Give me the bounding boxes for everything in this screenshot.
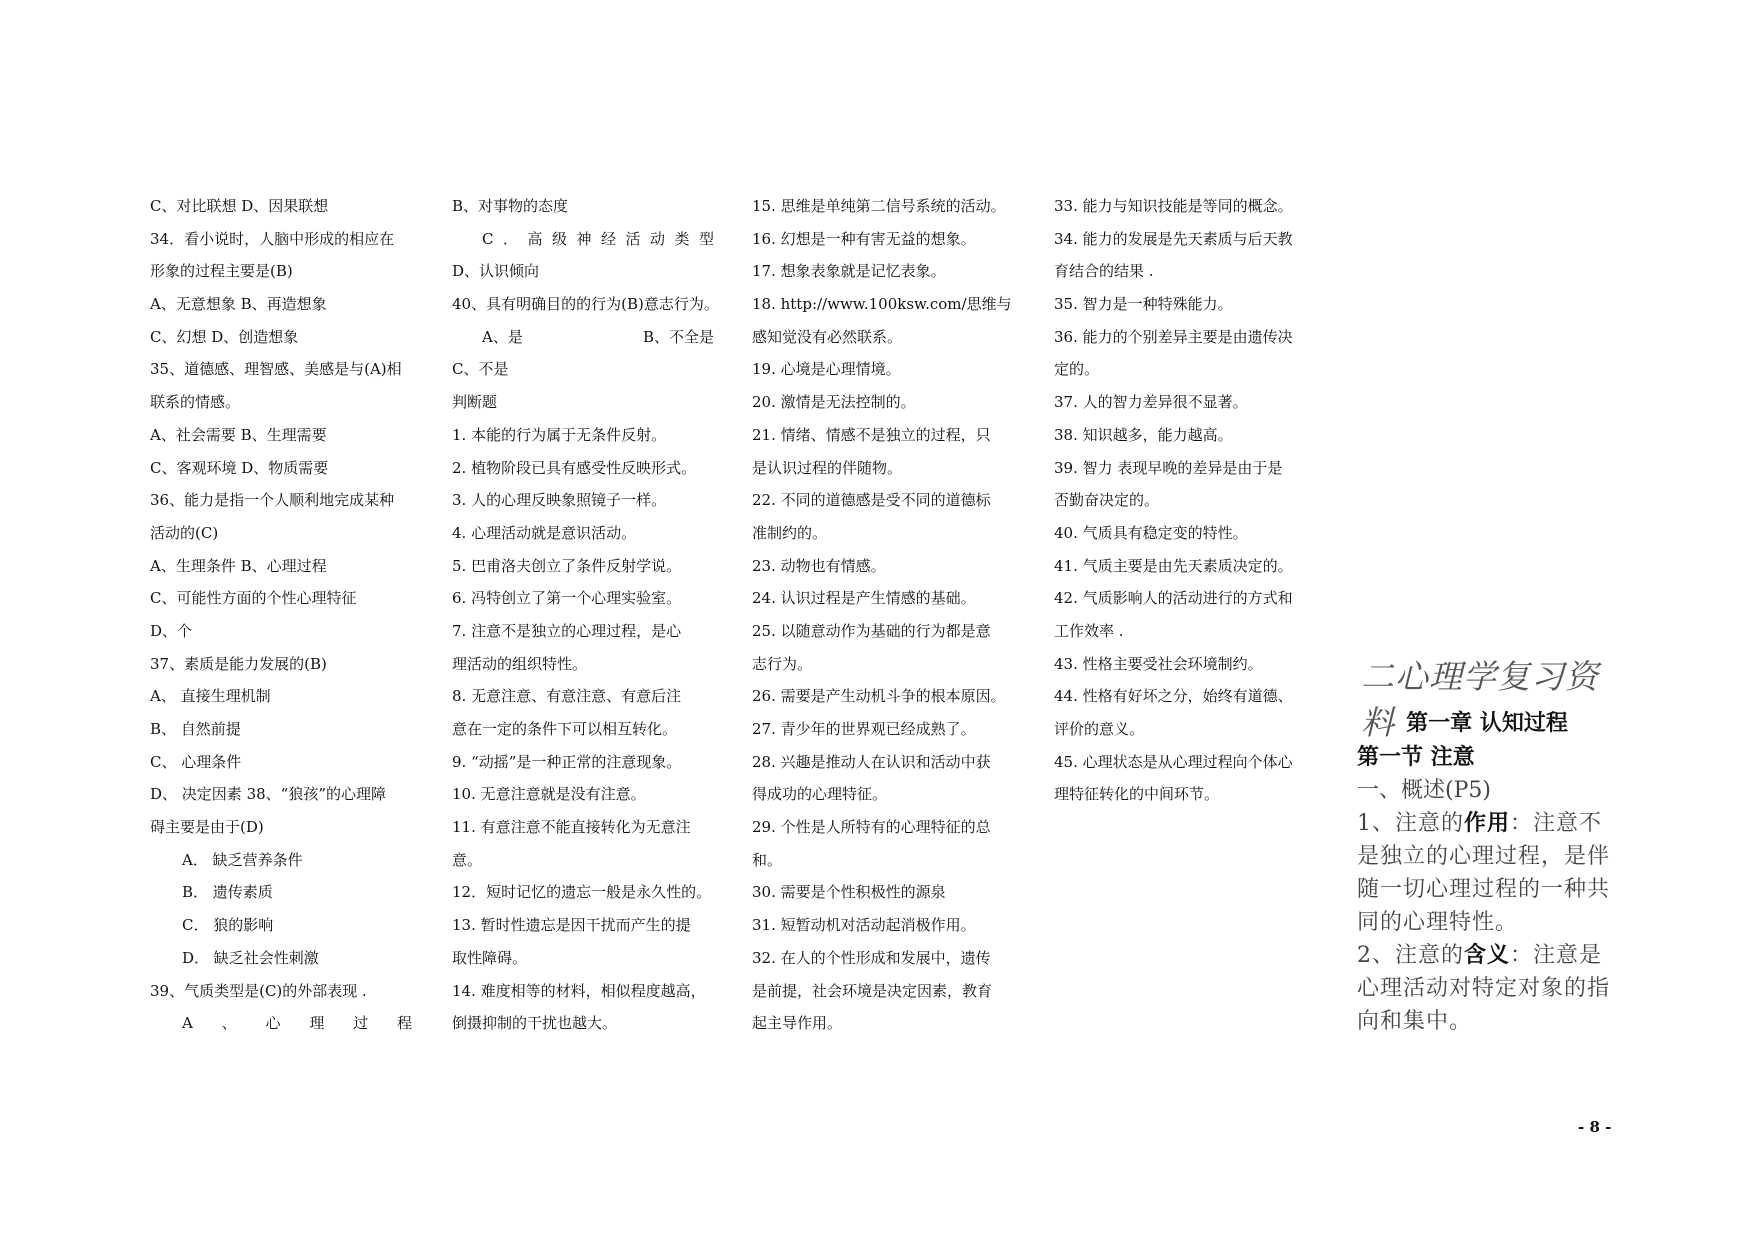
text-line: [452, 321, 714, 354]
column-2: [452, 190, 719, 1040]
justified-word: 级: [551, 229, 567, 248]
justified-word: B、不全是: [642, 327, 714, 346]
para-keyword: 含义: [1464, 942, 1511, 968]
text-line: 否勤奋决定的。: [1054, 491, 1160, 510]
sidebar-notes: [1357, 654, 1617, 1038]
text-line: B． 遗传素质: [182, 883, 273, 902]
text-line: 理特征转化的中间环节。: [1054, 785, 1220, 804]
text-line: 得成功的心理特征。: [752, 785, 888, 804]
text-line: 2. 植物阶段已具有感受性反映形式。: [452, 458, 697, 477]
justified-word: 神: [576, 229, 592, 248]
column-4: [1054, 190, 1316, 811]
text-line: 18. http://www.100ksw.com/思维与: [752, 295, 1012, 314]
text-line: 34. 能力的发展是先天素质与后天教: [1054, 229, 1293, 248]
text-line: 25. 以随意动作为基础的行为都是意: [752, 621, 991, 640]
text-line: 26. 需要是产生动机斗争的根本原因。: [752, 687, 1006, 706]
text-line: C、幻想 D、创造想象: [150, 327, 299, 346]
text-line: 育结合的结果 .: [1054, 262, 1154, 281]
text-line: C、 心理条件: [150, 752, 242, 771]
text-line: 44. 性格有好坏之分，始终有道德、: [1054, 687, 1293, 706]
text-line: 36、能力是指一个人顺利地完成某种: [150, 491, 395, 510]
text-line: A． 缺乏营养条件: [182, 850, 303, 869]
text-line: A、生理条件 B、心理过程: [150, 556, 327, 575]
text-line: A、无意想象 B、再造想象: [150, 295, 327, 314]
text-line: C、对比联想 D、因果联想: [150, 197, 329, 215]
column-3: [752, 190, 1014, 1040]
justified-word: 类: [674, 229, 690, 248]
text-line: C、不是: [452, 360, 509, 379]
justified-word: 过: [353, 1014, 369, 1033]
text-line: B、 自然前提: [150, 720, 241, 738]
text-line: 联系的情感。: [150, 393, 241, 412]
text-line: C、客观环境 D、物质需要: [150, 458, 329, 477]
justified-word: 心: [265, 1014, 281, 1033]
text-line: D、个: [150, 621, 193, 640]
text-line: 10. 无意注意就是没有注意。: [452, 785, 646, 804]
para-prefix: 2、注意的: [1357, 943, 1464, 968]
text-line: 取性障碍。: [452, 948, 528, 967]
text-line: 37. 人的智力差异很不显著。: [1054, 393, 1248, 412]
justified-word: 经: [600, 229, 616, 248]
text-line: 20. 激情是无法控制的。: [752, 393, 916, 412]
text-line: 7. 注意不是独立的心理过程，是心: [452, 621, 682, 640]
text-line: 判断题: [452, 393, 498, 412]
text-line: 理活动的组织特性。: [452, 654, 588, 673]
text-line: 11. 有意注意不能直接转化为无意注: [452, 818, 691, 837]
justified-word: 型: [698, 229, 714, 248]
sidebar-title: 二心理学复习资料: [1361, 657, 1599, 742]
text-line: 9. “动摇”是一种正常的注意现象。: [452, 752, 682, 771]
text-line: 6. 冯特创立了第一个心理实验室。: [452, 589, 682, 608]
justified-word: 高: [527, 229, 543, 248]
justified-word: C: [482, 229, 494, 248]
text-line: 40. 气质具有稳定变的特性。: [1054, 523, 1248, 542]
text-line: 4. 心理活动就是意识活动。: [452, 523, 637, 542]
para-body: ：注意不是独立的心理过程，是伴随一切心理过程的一种共同的心理特性。: [1357, 811, 1611, 935]
justified-word: 理: [309, 1014, 325, 1033]
section-heading: 第一节 注意: [1357, 744, 1475, 770]
text-line: 19. 心境是心理情境。: [752, 360, 901, 379]
text-line: C、可能性方面的个性心理特征: [150, 589, 357, 608]
text-line: 27. 青少年的世界观已经成熟了。: [752, 720, 976, 738]
justified-word: 活: [625, 229, 641, 248]
text-line: 意在一定的条件下可以相互转化。: [452, 720, 678, 738]
text-line: 32. 在人的个性形成和发展中，遗传: [752, 948, 991, 967]
text-line: 38. 知识越多，能力越高。: [1054, 425, 1233, 444]
text-line: 意。: [452, 850, 483, 869]
text-line: 35. 智力是一种特殊能力。: [1054, 295, 1233, 314]
text-line: 形象的过程主要是(B): [150, 262, 293, 281]
text-line: 是认识过程的伴随物。: [752, 458, 903, 477]
text-line: 倒摄抑制的干扰也越大。: [452, 1014, 618, 1033]
text-line: 33. 能力与知识技能是等同的概念。: [1054, 197, 1293, 215]
text-line: 定的。: [1054, 360, 1100, 379]
text-line: 工作效率 .: [1054, 621, 1124, 640]
text-line: 碍主要是由于(D): [150, 818, 264, 837]
text-line: 评价的意义。: [1054, 720, 1145, 738]
text-line: 34．看小说时，人脑中形成的相应在: [150, 229, 395, 248]
text-line: [150, 1007, 412, 1040]
justified-word: 、: [221, 1014, 237, 1033]
text-line: 起主导作用。: [752, 1014, 843, 1033]
text-line: 活动的(C): [150, 523, 219, 542]
text-line: 43. 性格主要受社会环境制约。: [1054, 654, 1263, 673]
text-line: D、认识倾向: [452, 262, 540, 281]
text-line: 3. 人的心理反映象照镜子一样。: [452, 491, 667, 510]
text-line: 36. 能力的个别差异主要是由遗传决: [1054, 327, 1293, 346]
para-prefix: 1、注意的: [1357, 811, 1464, 836]
para-keyword: 作用: [1464, 810, 1511, 836]
text-line: 13. 暂时性遗忘是因干扰而产生的提: [452, 916, 691, 935]
text-line: 21. 情绪、情感不是独立的过程，只: [752, 425, 991, 444]
justified-word: ．: [502, 229, 518, 248]
column-1: [150, 190, 412, 1040]
text-line: 24. 认识过程是产生情感的基础。: [752, 589, 976, 608]
justified-word: 程: [396, 1014, 412, 1033]
text-line: A、社会需要 B、生理需要: [150, 425, 327, 444]
text-line: 39、气质类型是(C)的外部表现 .: [150, 981, 367, 1000]
text-line: 45. 心理状态是从心理过程向个体心: [1054, 752, 1293, 771]
text-line: C． 狼的影响: [182, 916, 274, 935]
text-line: 感知觉没有必然联系。: [752, 327, 903, 346]
text-line: 40、具有明确目的的行为(B)意志行为。: [452, 295, 719, 314]
text-line: B、对事物的态度: [452, 197, 569, 215]
text-line: 15. 思维是单纯第二信号系统的活动。: [752, 197, 1006, 215]
text-line: 和。: [752, 850, 783, 869]
text-line: 14. 难度相等的材料，相似程度越高，: [452, 981, 706, 1000]
para-body: ：注意是心理活动对特定对象的指向和集中。: [1357, 943, 1611, 1034]
text-line: 8. 无意注意、有意注意、有意后注: [452, 687, 682, 706]
text-line: 28. 兴趣是推动人在认识和活动中获: [752, 752, 991, 771]
text-line: 5. 巴甫洛夫创立了条件反射学说。: [452, 556, 682, 575]
text-line: 41. 气质主要是由先天素质决定的。: [1054, 556, 1293, 575]
text-line: 22. 不同的道德感是受不同的道德标: [752, 491, 991, 510]
text-line: 29. 个性是人所特有的心理特征的总: [752, 818, 991, 837]
text-line: 志行为。: [752, 654, 813, 673]
text-line: 是前提，社会环境是决定因素，教育: [752, 981, 993, 1000]
text-line: 30. 需要是个性积极性的源泉: [752, 883, 946, 902]
justified-word: A: [182, 1014, 193, 1033]
text-line: [452, 223, 714, 256]
text-line: D、 决定因素 38、“狼孩”的心理障: [150, 785, 386, 804]
chapter-heading: 第一章 认知过程: [1406, 710, 1568, 736]
text-line: 1. 本能的行为属于无条件反射。: [452, 425, 667, 444]
text-line: 31. 短暂动机对活动起消极作用。: [752, 916, 976, 935]
text-line: 23. 动物也有情感。: [752, 556, 886, 575]
paragraph-attention-meaning: [1357, 939, 1613, 1038]
text-line: 准制约的。: [752, 523, 828, 542]
text-line: D． 缺乏社会性刺激: [182, 948, 319, 967]
subsection-heading: 一、概述(P5): [1357, 778, 1491, 803]
text-line: 35、道德感、理智感、美感是与(A)相: [150, 360, 402, 379]
paragraph-attention-role: [1357, 807, 1613, 939]
justified-word: 动: [649, 229, 665, 248]
text-line: A、 直接生理机制: [150, 687, 271, 706]
text-line: 16. 幻想是一种有害无益的想象。: [752, 229, 976, 248]
text-line: 17. 想象表象就是记忆表象。: [752, 262, 946, 281]
text-line: 12．短时记忆的遗忘一般是永久性的。: [452, 883, 712, 902]
text-line: 42. 气质影响人的活动进行的方式和: [1054, 589, 1293, 608]
page-number: - 8 -: [1578, 1118, 1612, 1136]
text-line: 39. 智力 表现早晚的差异是由于是: [1054, 458, 1283, 477]
text-line: 37、素质是能力发展的(B): [150, 654, 327, 673]
justified-word: A、是: [482, 327, 523, 346]
